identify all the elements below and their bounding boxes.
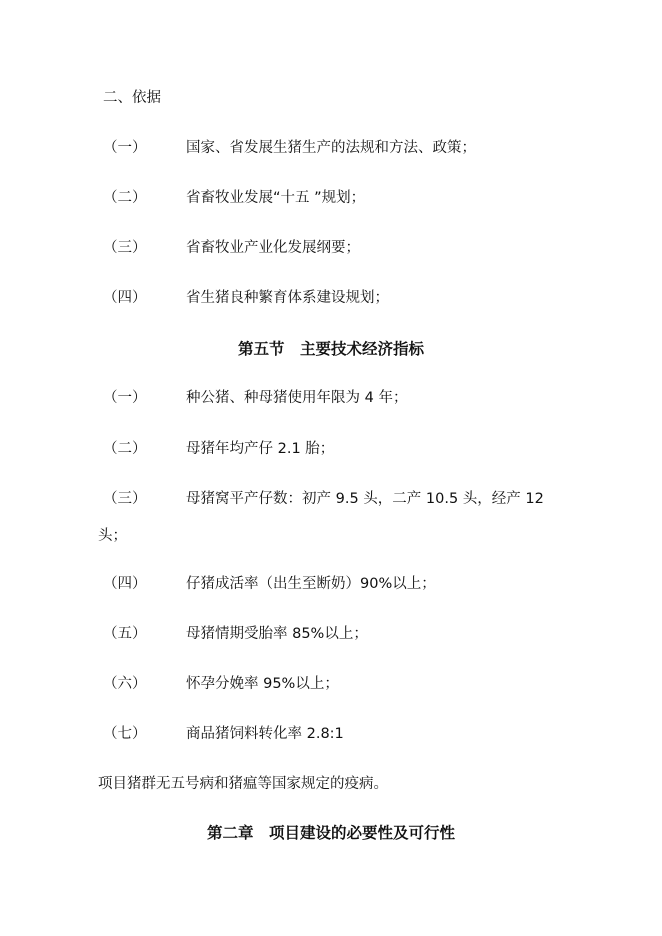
disease-note: 项目猪群无五号病和猪瘟等国家规定的疫病。 — [98, 776, 388, 792]
indicator-item-number: （一） — [103, 390, 147, 406]
section-five-heading: 第五节 主要技术经济指标 — [237, 340, 424, 358]
indicator-item-number: （二） — [103, 441, 147, 457]
indicator-item-text: 母猪情期受胎率 85%以上； — [186, 626, 368, 642]
basis-item-text: 省生猪良种繁育体系建设规划； — [186, 290, 389, 306]
basis-section-title: 二、依据 — [103, 90, 161, 106]
basis-item-number: （一） — [103, 140, 147, 156]
indicator-item-text: 仔猪成活率（出生至断奶）90%以上； — [186, 576, 436, 592]
indicator-item-text: 商品猪饲料转化率 2.8:1 — [186, 726, 344, 742]
indicator-item-text: 母猪年均产仔 2.1 胎； — [186, 441, 335, 457]
indicator-item-continuation: 头； — [98, 528, 127, 544]
indicator-item-number: （七） — [103, 726, 147, 742]
basis-item-number: （二） — [103, 190, 147, 206]
indicator-item-text: 母猪窝平产仔数：初产 9.5 头，二产 10.5 头，经产 12 — [186, 491, 544, 507]
indicator-item-text: 种公猪、种母猪使用年限为 4 年； — [186, 390, 408, 406]
basis-item-text: 国家、省发展生猪生产的法规和方法、政策； — [186, 140, 476, 156]
indicator-item-number: （四） — [103, 576, 147, 592]
indicator-item-number: （三） — [103, 491, 147, 507]
basis-item-number: （三） — [103, 240, 147, 256]
basis-item-text: 省畜牧业产业化发展纲要； — [186, 240, 360, 256]
indicator-item-text: 怀孕分娩率 95%以上； — [186, 676, 339, 692]
indicator-item-number: （六） — [103, 676, 147, 692]
indicator-item-number: （五） — [103, 626, 147, 642]
basis-item-text: 省畜牧业发展“十五 ”规划； — [186, 190, 366, 206]
basis-item-number: （四） — [103, 290, 147, 306]
chapter-two-heading: 第二章 项目建设的必要性及可行性 — [206, 824, 455, 842]
